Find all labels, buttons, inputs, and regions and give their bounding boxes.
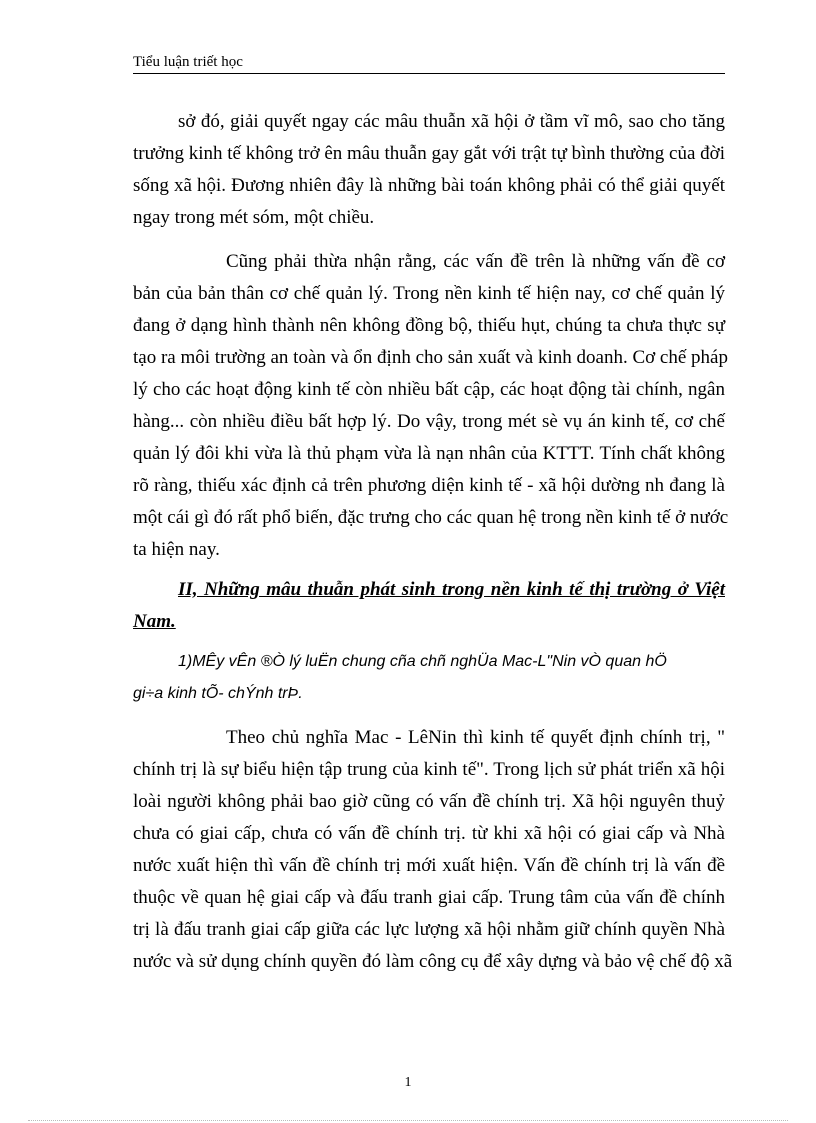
subheading-line: gi÷a kinh tÕ- chÝnh trÞ. [133, 685, 303, 702]
subheading-line: 1)MÊy vÊn ®Ò lý luËn chung cña chñ nghÜa Mac-L"Nin vÒ quan hÖ [178, 653, 667, 670]
text-line: bản của bản thân cơ chế quản lý. Trong nền kinh tế hiện nay, cơ chế quản lý [133, 283, 725, 304]
paragraph-1 [133, 106, 725, 234]
text-line: Cũng phải thừa nhận rằng, các vấn đề trên là những vấn đề cơ [226, 251, 725, 272]
text-line: chưa có giai cấp, chưa có vấn đề chính trị. từ khi xã hội có giai cấp và Nhà [133, 823, 725, 844]
text-line: tạo ra môi trường an toàn và ổn định cho sản xuất và kinh doanh. Cơ chế pháp [133, 347, 728, 368]
text-line: rõ ràng, thiếu xác định cả trên phương diện kinh tế - xã hội dường nh đang là [133, 475, 725, 496]
paragraph-3 [133, 722, 733, 978]
text-line: một cái gì đó rất phổ biến, đặc trưng cho các quan hệ trong nền kinh tế ở nước [133, 507, 729, 528]
text-line: nước xuất hiện thì vấn đề chính trị mới xuất hiện. Vấn đề chính trị là vấn đề [133, 855, 725, 876]
text-line: quản lý đôi khi vừa là thủ phạm vừa là nạn nhân của KTTT. Tính chất không [133, 443, 725, 464]
document-body [133, 106, 733, 978]
text-line: thuộc về quan hệ giai cấp và đấu tranh giai cấp. Trung tâm của vấn đề chính [133, 887, 725, 908]
text-line: nước và sử dụng chính quyền đó làm công cụ để xây dựng và bảo vệ chế độ xã [133, 951, 733, 972]
paragraph-2 [133, 246, 729, 566]
text-line: Theo chủ nghĩa Mac - LêNin thì kinh tế quyết định chính trị, " [226, 727, 725, 748]
page-header [133, 51, 725, 74]
text-line: sở đó, giải quyết ngay các mâu thuẫn xã hội ở tầm vĩ mô, sao cho tăng [178, 111, 725, 132]
page-boundary [28, 1120, 788, 1121]
text-line: trị là đấu tranh giai cấp giữa các lực lượng xã hội nhằm giữ chính quyền Nhà [133, 919, 725, 940]
text-line: chính trị là sự biểu hiện tập trung của kinh tế". Trong lịch sử phát triển xã hội [133, 759, 725, 780]
text-line: lý cho các hoạt động kinh tế còn nhiều bất cập, các hoạt động tài chính, ngân [133, 379, 725, 400]
section-heading [133, 574, 725, 638]
subheading [133, 646, 725, 710]
text-line: ngay trong mét sóm, một chiều. [133, 207, 375, 228]
text-line: ta hiện nay. [133, 539, 220, 560]
text-line: trưởng kinh tế không trở ên mâu thuẫn gay gắt với trật tự bình thường của đời [133, 143, 725, 164]
heading-line: II, Những mâu thuẫn phát sinh trong nền kinh tế thị trường ở Việt [178, 579, 725, 600]
text-line: hàng... còn nhiều điều bất hợp lý. Do vậy, trong mét sè vụ án kinh tế, cơ chế [133, 411, 725, 432]
page-number: 1 [404, 1075, 412, 1090]
text-line: sống xã hội. Đương nhiên đây là những bài toán không phải có thể giải quyết [133, 175, 725, 196]
heading-line: Nam. [133, 611, 176, 632]
header-title: Tiểu luận triết học [133, 54, 243, 70]
text-line: đang ở dạng hình thành nên không đồng bộ, thiếu hụt, chúng ta chưa thực sự [133, 315, 725, 336]
text-line: loài người không phải bao giờ cũng có vấn đề chính trị. Xã hội nguyên thuỷ [133, 791, 725, 812]
